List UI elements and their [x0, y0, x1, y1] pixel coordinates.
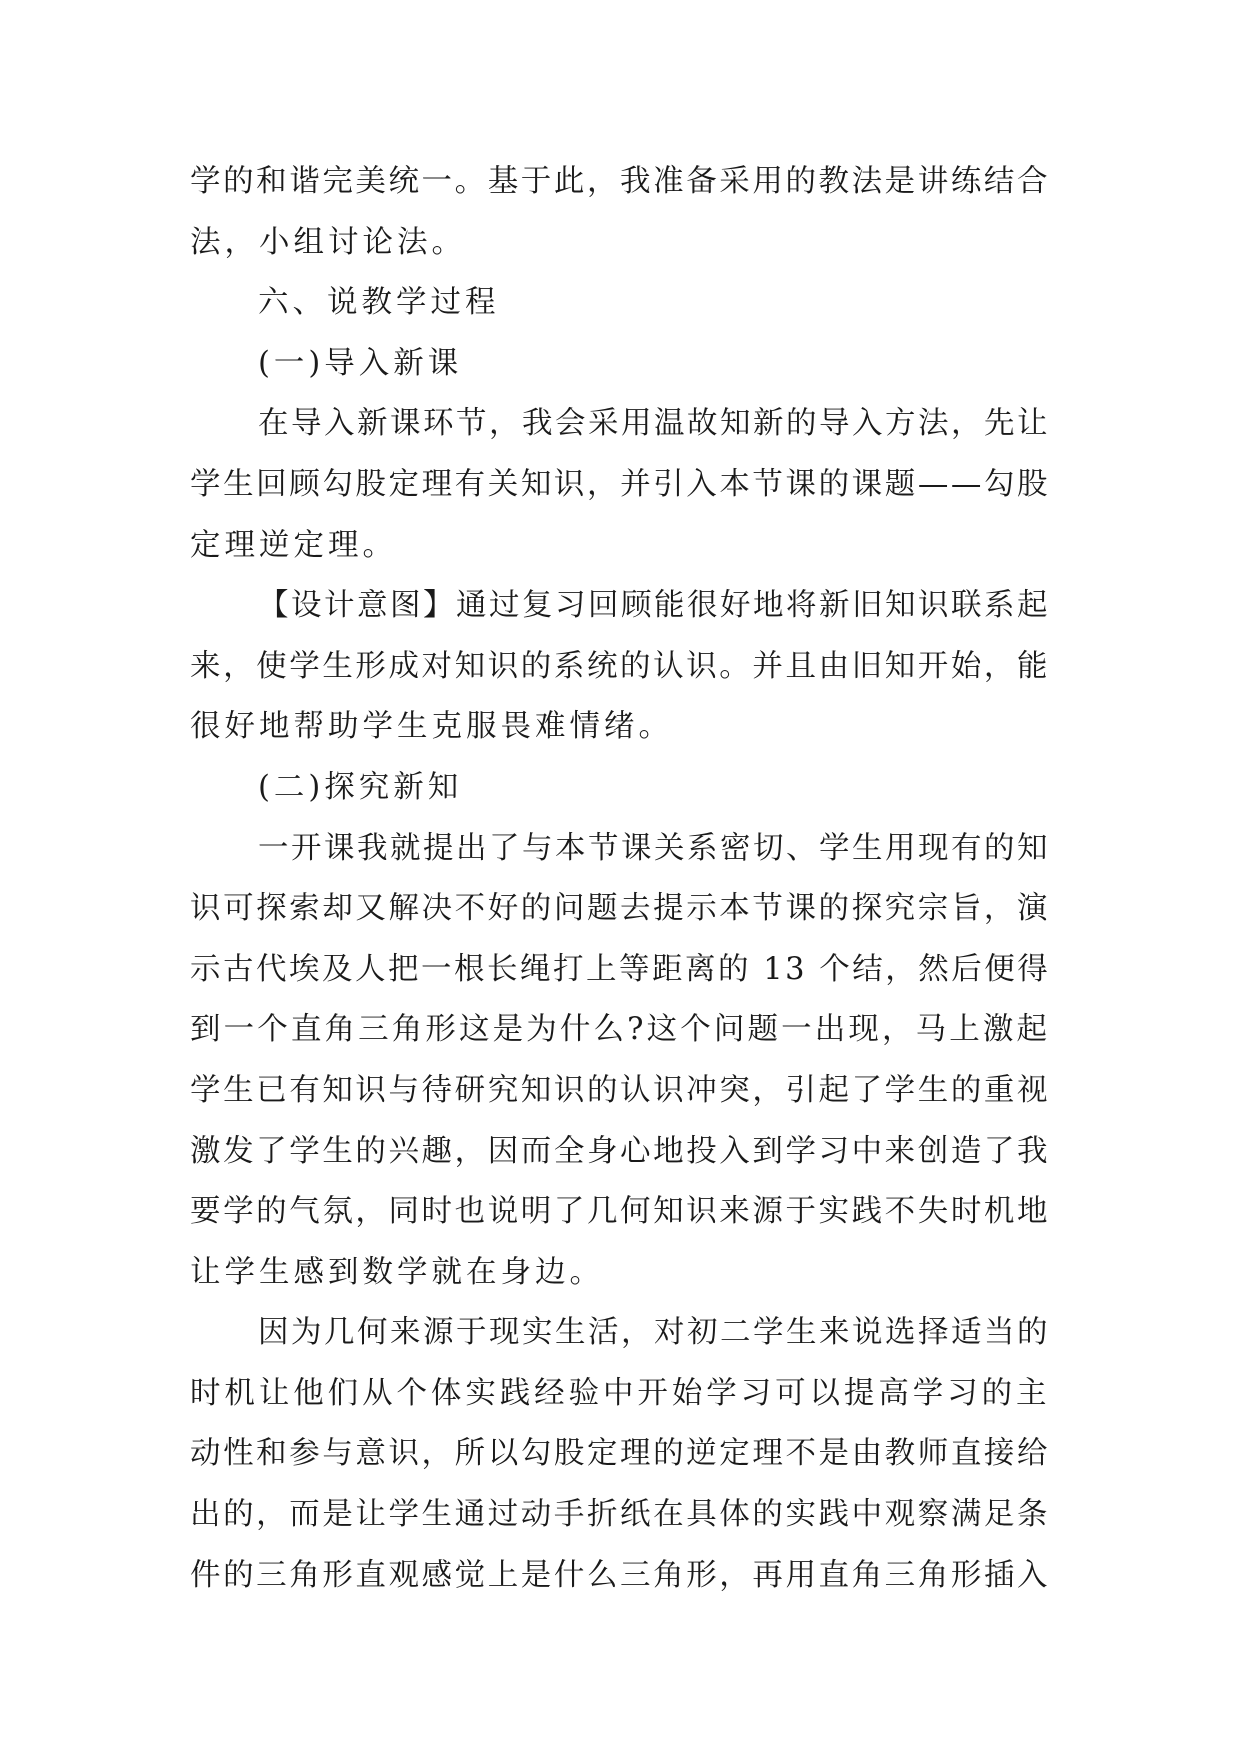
text-line: 要学的气氛，同时也说明了几何知识来源于实践不失时机地 — [190, 1194, 1050, 1230]
text-line: 【设计意图】通过复习回顾能很好地将新旧知识联系起 — [258, 588, 1050, 624]
text-line: (二)探究新知 — [258, 769, 463, 805]
text-line: 一开课我就提出了与本节课关系密切、学生用现有的知 — [258, 830, 1050, 866]
text-line: 到一个直角三角形这是为什么?这个问题一出现，马上激起 — [190, 1012, 1050, 1048]
text-line: 来，使学生形成对知识的系统的认识。并且由旧知开始，能 — [190, 648, 1050, 684]
text-line: 六、说教学过程 — [258, 285, 500, 321]
text-line: 因为几何来源于现实生活，对初二学生来说选择适当的 — [258, 1315, 1050, 1351]
text-line: 让学生感到数学就在身边。 — [190, 1254, 604, 1290]
text-line: 法，小组讨论法。 — [190, 224, 466, 260]
text-line: (一)导入新课 — [258, 345, 463, 381]
text-line: 时机让他们从个体实践经验中开始学习可以提高学习的主 — [190, 1375, 1050, 1411]
text-line: 定理逆定理。 — [190, 527, 397, 563]
text-line: 很好地帮助学生克服畏难情绪。 — [190, 709, 673, 745]
text-line: 学生已有知识与待研究知识的认识冲突，引起了学生的重视 — [190, 1072, 1050, 1108]
text-line: 在导入新课环节，我会采用温故知新的导入方法，先让 — [258, 406, 1050, 442]
text-line: 动性和参与意识，所以勾股定理的逆定理不是由教师直接给 — [190, 1436, 1050, 1472]
text-line: 件的三角形直观感觉上是什么三角形，再用直角三角形插入 — [190, 1557, 1050, 1593]
text-line: 激发了学生的兴趣，因而全身心地投入到学习中来创造了我 — [190, 1133, 1050, 1169]
text-line: 示古代埃及人把一根长绳打上等距离的 13 个结，然后便得 — [190, 951, 1051, 987]
text-line: 识可探索却又解决不好的问题去提示本节课的探究宗旨，演 — [190, 891, 1050, 927]
text-line: 学生回顾勾股定理有关知识，并引入本节课的课题——勾股 — [190, 466, 1050, 502]
document-body — [190, 152, 1050, 1606]
text-line: 出的，而是让学生通过动手折纸在具体的实践中观察满足条 — [190, 1497, 1050, 1533]
text-line: 学的和谐完美统一。基于此，我准备采用的教法是讲练结合 — [190, 164, 1050, 199]
